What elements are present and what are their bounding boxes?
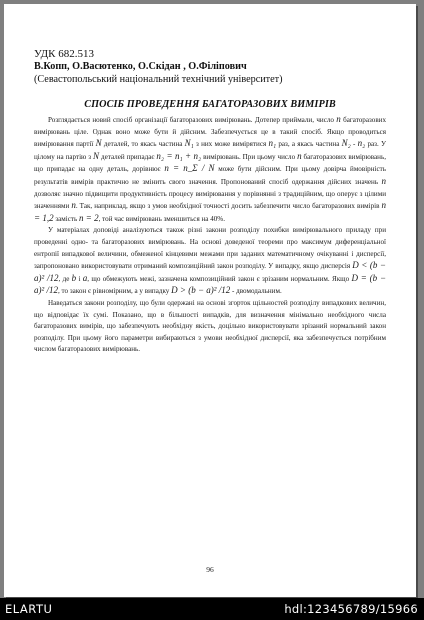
math-inline: n [381, 175, 386, 186]
math-inline: n₂ = n₁ + n₂ [156, 150, 202, 161]
footer-bar [0, 598, 424, 620]
math-inline: n₂ [357, 138, 366, 149]
page-number: 96 [206, 565, 214, 574]
math-inline: n = 2 [79, 212, 99, 223]
math-inline: N [95, 138, 102, 149]
math-inline: D < (b − a)² /12 [34, 260, 386, 283]
math-inline: b [71, 272, 77, 283]
math-inline: D > (b − a)² /12 [171, 285, 231, 296]
math-inline: N₁ [184, 138, 194, 149]
math-inline: N₂ [341, 138, 351, 149]
math-inline: n [297, 150, 302, 161]
affiliation: (Севастопольський національний технічний університет) [34, 74, 283, 85]
paragraph-2: У матеріалах доповіді аналізуються також різні закони розподілу похибки вимірювального приладу при проведенні одно- та багаторазових вимірювань. На основі доведеної теореми про максимум диференціальної ентропії випадкової величини, обмеженої кінцевими межами при заданих математичному очікуванні і дисперсії, запропоновано використовувати отриманий композиційний закон розподілу. У випадку, якщо дисперсія D < (b − a)² /12, де b і a, що обмежують межі, зазначена композиційний закон є зрізаним нормальним. Якщо D = (b − a)² /12, то закон є рівномірним, а у випадку D > (b − a)² /12 - двомодальним. [34, 226, 387, 296]
math-inline: n = 1,2 [34, 200, 386, 223]
paper-title: СПОСІБ ПРОВЕДЕННЯ БАГАТОРАЗОВИХ ВИМІРІВ [84, 99, 336, 110]
paragraph-3: Наведаться закони розподілу, що були одержані на основі згорток щільностей розподілу випадкових величин, що відповідає їх сумі. Показано, що в більшості випадків, для визначення мінімально необхідного числа багаторазових вимірів, що забезпечують необхідну якість, доцільно використовувати зрізаний нормальний закон розподілу. При цьому його параметри вибираються з умови необхідної дисперсії, яка забезпечується потрібним числом багаторазових вимірювань. [34, 298, 386, 354]
footer-handle-link[interactable]: hdl:123456789/15966 [284, 602, 418, 616]
paper-body [34, 114, 386, 356]
math-inline: n [336, 114, 341, 124]
paragraph-1: Розглядається новий спосіб організації багаторазових вимірювань. Дотепер приймали, число n багаторазових вимірювань ціле. Однак воно може бути й дійсним. Забезпечується це в такий спосіб. Якщо проводиться вимірювання партії N деталей, то якась частина N₁ з них може вимірятися n₁ раз, а якась частина N₂ - n₂ раз. У цілому на партію з N деталей припадає n₂ = n₁ + n₂ вимірювань. При цьому число n багаторазових вимірювань, що припадає на одну деталь, дорівнює n = n_Σ / N може бути дійсним. При цьому довірча ймовірність результатів вимірів практично не змінить свого значення. Пропонований спосіб одержання дійсних значень n дозволяє значно підвищити продуктивність процесу вимірювання у порівнянні з традиційним, що оперує з цілими значеннями n. Так, наприклад, якщо з умов необхідної точності досить забезпечити число багаторазових вимірів n = 1,2 замість n = 2, той час вимірювань зменшиться на 40%. [34, 114, 387, 223]
math-inline: n [71, 200, 76, 211]
document-page [4, 4, 416, 597]
math-inline: N [93, 150, 100, 161]
authors: В.Копп, О.Васютенко, О.Скідан , О.Філіпович [34, 61, 247, 72]
math-inline: n₁ [268, 138, 277, 149]
math-inline: n = n_Σ / N [164, 163, 215, 174]
math-inline: a [82, 272, 88, 283]
footer-repository-name: ELARTU [5, 602, 53, 616]
udk-code: УДК 682.513 [34, 48, 95, 60]
math-inline: D = (b − a)² /12 [34, 272, 387, 296]
